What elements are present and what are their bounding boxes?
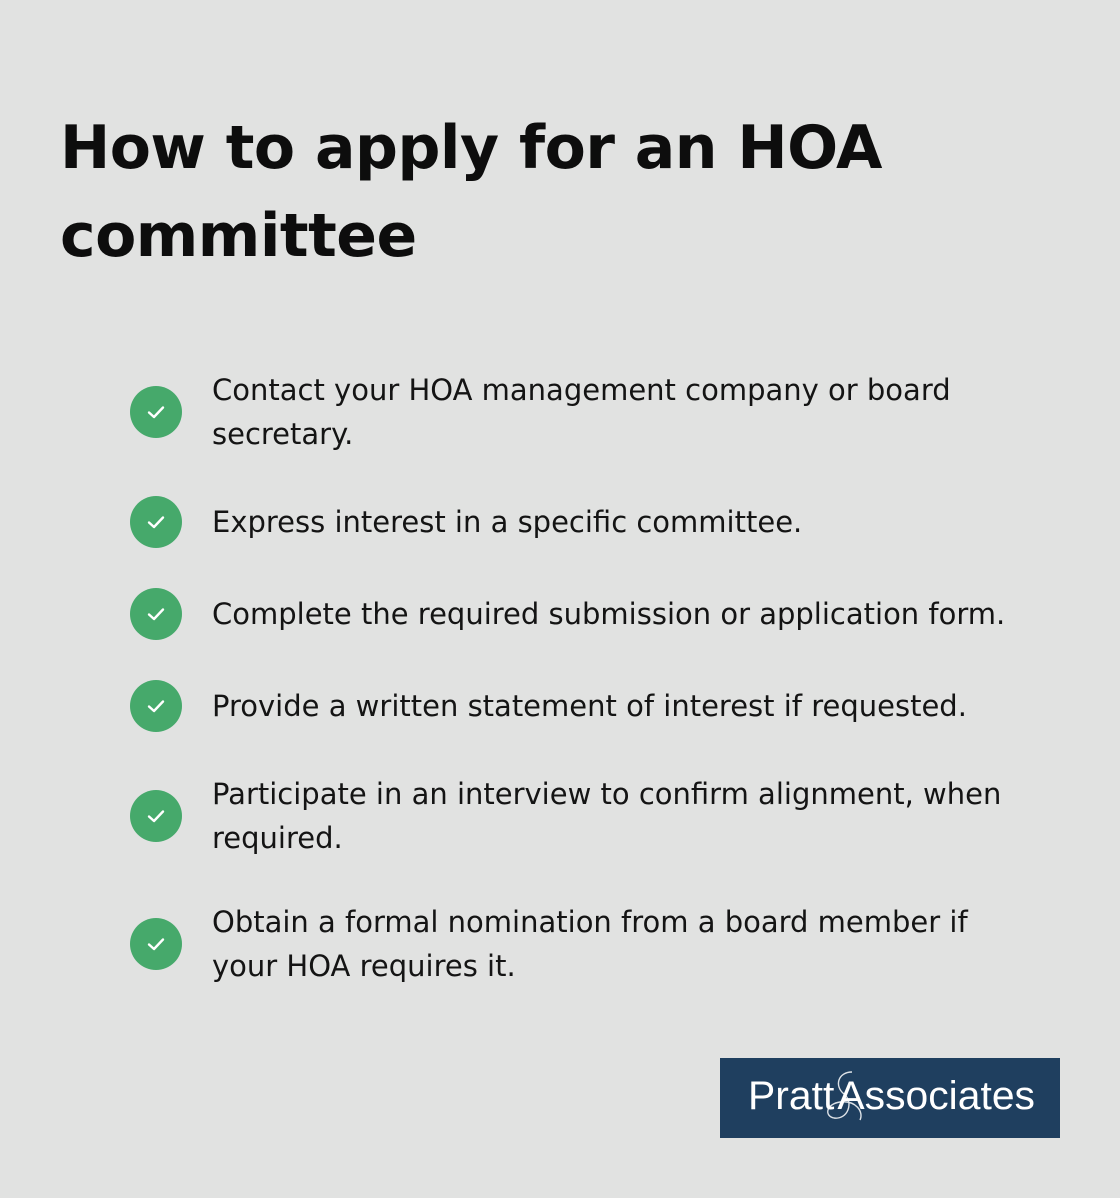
list-item-text: Participate in an interview to confirm alignment, when required.	[212, 777, 1002, 855]
list-item	[130, 368, 1050, 456]
check-icon	[130, 386, 182, 438]
check-icon	[130, 680, 182, 732]
pratt-associates-logo	[720, 1058, 1060, 1138]
logo-text	[748, 1074, 1035, 1118]
list-item-text: Obtain a formal nomination from a board member if your HOA requires it.	[212, 905, 968, 983]
list-item	[130, 900, 1050, 988]
list-item	[130, 772, 1050, 860]
logo-name-part2: Associates	[837, 1074, 1031, 1118]
logo-name-part1: Pratt	[748, 1074, 833, 1118]
logo-graphic	[720, 1058, 1060, 1138]
check-icon	[130, 918, 182, 970]
list-item-text: Contact your HOA management company or board secretary.	[212, 373, 951, 451]
list-item-text: Express interest in a specific committee.	[212, 505, 803, 539]
list-item-text: Provide a written statement of interest if requested.	[212, 689, 967, 723]
page-title: How to apply for an HOA committee	[60, 113, 882, 271]
list-item-text: Complete the required submission or application form.	[212, 597, 1006, 631]
list-item	[130, 592, 1050, 636]
check-icon	[130, 790, 182, 842]
list-item	[130, 684, 1050, 728]
list-item	[130, 500, 1050, 544]
check-icon	[130, 496, 182, 548]
check-icon	[130, 588, 182, 640]
